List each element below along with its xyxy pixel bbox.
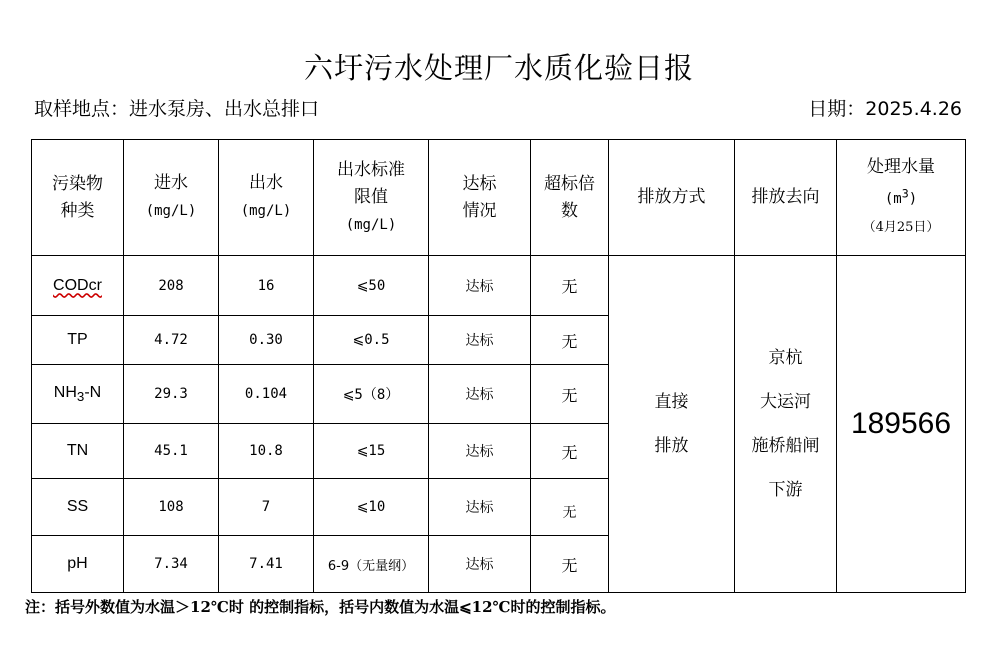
header-row [32,140,966,256]
exceed-cell: 无 [531,256,609,316]
header-outflow: 出水 (mg/L) [219,140,314,256]
inflow-cell: 108 [124,479,219,536]
exceed-cell: 无 [531,536,609,593]
outflow-cell: 10.8 [219,424,314,479]
outflow-cell: 7 [219,479,314,536]
pollutant-cell: TN [32,424,124,479]
pollutant-cell: TP [32,316,124,365]
pollutant-cell: $NH_3-N$ [32,365,124,424]
status-cell: 达标 [429,424,531,479]
header-inflow: 进水 (mg/L) [124,140,219,256]
outflow-cell: 0.30 [219,316,314,365]
inflow-cell: 29.3 [124,365,219,424]
outflow-cell: 16 [219,256,314,316]
status-cell: 达标 [429,536,531,593]
pollutant-cell: CODcr [32,256,124,316]
water-quality-table [31,139,966,593]
inflow-cell: 45.1 [124,424,219,479]
header-limit: 出水标准 限值 (mg/L) [314,140,429,256]
exceed-cell: 无 [531,316,609,365]
inflow-cell: 208 [124,256,219,316]
discharge-method-cell: 直接 排放 [609,256,735,593]
pollutant-cell: pH [32,536,124,593]
limit-cell: ⩽10 [314,479,429,536]
report-date: 日期：2025.4.26 [808,98,962,120]
limit-cell: ⩽5（8） [314,365,429,424]
limit-cell: 6-9（无量纲） [314,536,429,593]
status-cell: 达标 [429,479,531,536]
header-exceed: 超标倍 数 [531,140,609,256]
inflow-cell: 4.72 [124,316,219,365]
status-cell: 达标 [429,365,531,424]
exceed-cell: 无 [531,479,609,536]
limit-cell: ⩽15 [314,424,429,479]
limit-cell: ⩽0.5 [314,316,429,365]
pollutant-cell: SS [32,479,124,536]
outflow-cell: 0.104 [219,365,314,424]
status-cell: 达标 [429,316,531,365]
treated-volume-cell: 189566 [837,256,966,593]
header-volume: 处理水量 $(m^3)$ （4月25日） [837,140,966,256]
header-discharge-method: 排放方式 [609,140,735,256]
header-pollutant: 污染物 种类 [32,140,124,256]
outflow-cell: 7.41 [219,536,314,593]
exceed-cell: 无 [531,365,609,424]
discharge-dest-cell: 京杭 大运河 施桥船闸 下游 [735,256,837,593]
footnote: 注：括号外数值为水温＞12℃时 的控制指标，括号内数值为水温⩽12℃时的控制指标。 [25,598,616,616]
sample-location: 取样地点：进水泵房、出水总排口 [34,98,320,120]
header-discharge-dest: 排放去向 [735,140,837,256]
limit-cell: ⩽50 [314,256,429,316]
inflow-cell: 7.34 [124,536,219,593]
exceed-cell: 无 [531,424,609,479]
header-status: 达标 情况 [429,140,531,256]
status-cell: 达标 [429,256,531,316]
report-title: 六圩污水处理厂水质化验日报 [303,51,694,85]
table-row [32,256,966,316]
